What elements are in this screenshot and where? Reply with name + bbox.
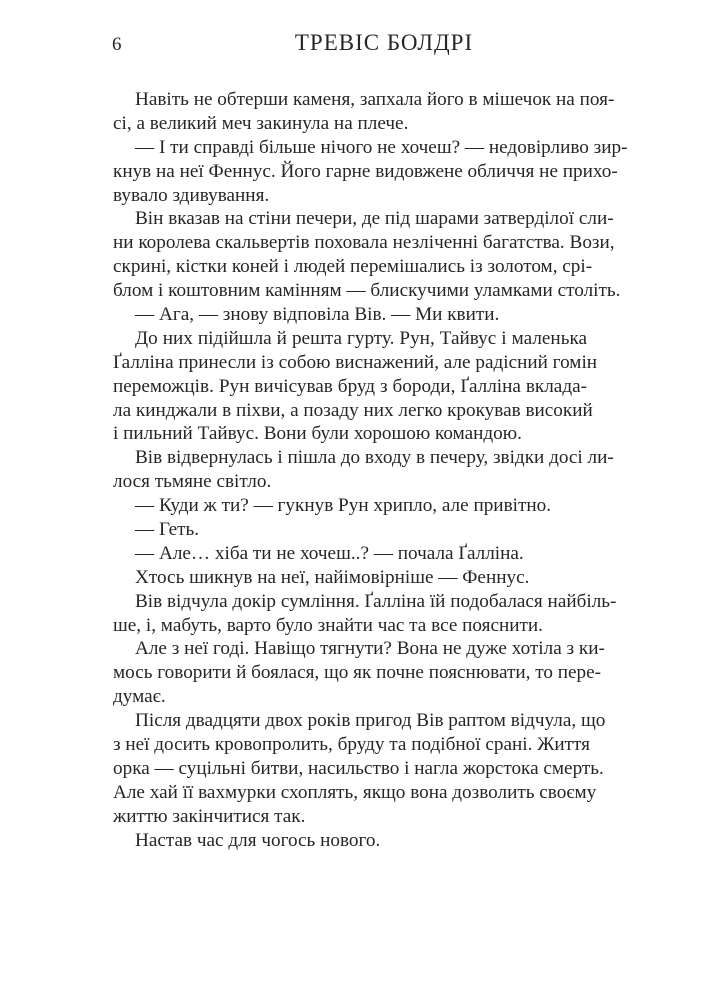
text-line: Ґалліна принесли із собою виснажений, але радісний гомін (113, 351, 598, 373)
text-line: Вів відвернулась і пішла до входу в печеру, звідки досі ли- (135, 447, 614, 469)
text-line: Але хай її вахмурки схоплять, якщо вона дозволить своєму (113, 781, 597, 803)
text-line: ла кинджали в піхви, а позаду них легко крокував високий (113, 399, 593, 421)
text-line: Після двадцяти двох років пригод Вів раптом відчула, що (135, 710, 606, 732)
text-line: мось говорити й боялася, що як почне пояснювати, то пере- (113, 662, 602, 684)
text-line: Настав час для чогось нового. (135, 829, 381, 851)
page-body (113, 88, 628, 853)
text-line: ше, і, мабуть, варто було знайти час та все пояснити. (113, 614, 543, 636)
text-line: ни королева скальвертів поховала незліченні багатства. Вози, (113, 232, 615, 254)
page-number: 6 (112, 34, 122, 55)
text-line: Він вказав на стіни печери, де під шарами затверділої сли- (135, 208, 614, 230)
text-line: з неї досить кровопролить, бруду та подібної срані. Життя (113, 734, 590, 756)
text-line: — І ти справді більше нічого не хочеш? — недовірливо зир- (135, 136, 628, 158)
text-line: До них підійшла й решта гурту. Рун, Тайвус і маленька (135, 327, 587, 349)
text-line: орка — суцільні битви, насильство і нагла жорстока смерть. (113, 757, 604, 779)
text-line: Вів відчула докір сумління. Ґалліна їй подобалася найбіль- (135, 590, 617, 612)
text-line: життю закінчитися так. (113, 805, 306, 827)
text-line: переможців. Рун вичісував бруд з бороди, Ґалліна вклада- (113, 375, 587, 397)
text-line: — Геть. (135, 519, 200, 541)
text-line: — Але… хіба ти не хочеш..? — почала Ґалліна. (135, 542, 524, 564)
text-line: — Ага, — знову відповіла Вів. — Ми квити. (135, 304, 500, 326)
text-line: кнув на неї Феннус. Його гарне видовжене обличчя не прихо- (113, 160, 618, 182)
text-line: сі, а великий меч закинула на плече. (113, 112, 409, 134)
text-line: Але з неї годі. Навіщо тягнути? Вона не дуже хотіла з ки- (135, 638, 605, 660)
text-line: і пильний Тайвус. Вони були хорошою командою. (113, 423, 522, 445)
text-line: лося тьмяне світло. (113, 471, 272, 493)
text-line: Навіть не обтерши каменя, запхала його в мішечок на поя- (135, 89, 615, 110)
running-header-title: ТРЕВІС БОЛДРІ (294, 30, 474, 55)
text-line: вувало здивування. (113, 184, 270, 206)
text-line: скрині, кістки коней і людей перемішались із золотом, срі- (113, 256, 593, 278)
text-line: блом і коштовним камінням — блискучими уламками століть. (113, 280, 621, 302)
text-line: Хтось шикнув на неї, найімовірніше — Феннус. (135, 566, 530, 588)
text-line: думає. (113, 686, 166, 708)
text-line: — Куди ж ти? — гукнув Рун хрипло, але привітно. (135, 495, 552, 517)
